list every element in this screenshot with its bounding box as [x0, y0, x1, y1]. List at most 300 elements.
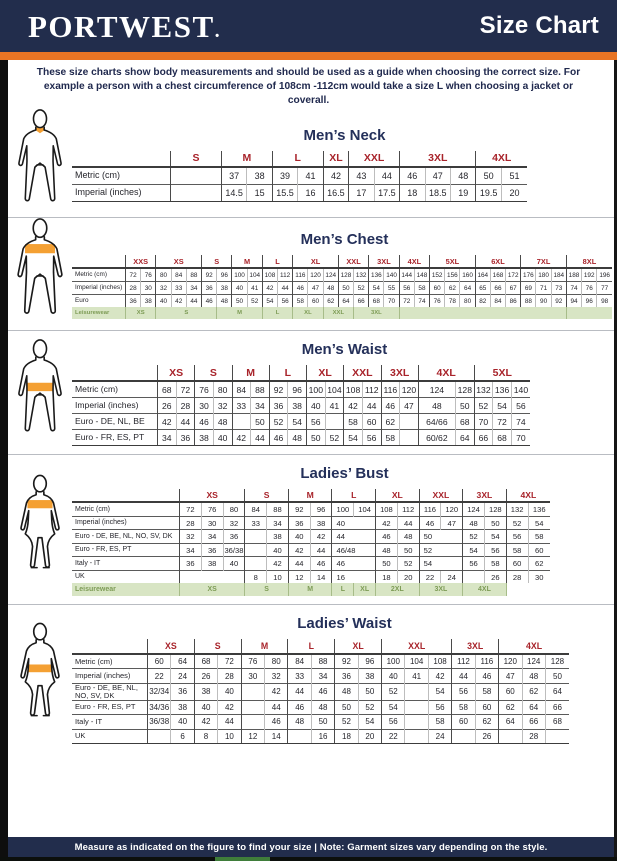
- value-cell: 40: [332, 516, 376, 530]
- value-cell: 46: [419, 516, 441, 530]
- table-row: [72, 700, 569, 715]
- value-cell: 80: [460, 295, 475, 308]
- value-cell: 67: [506, 282, 521, 295]
- value-cell: 56: [382, 715, 405, 730]
- figure-column: [8, 622, 72, 734]
- value-cell: 58: [344, 414, 363, 430]
- value-cell: 60: [475, 700, 498, 715]
- size-header: M: [241, 639, 288, 654]
- size-header-row: [72, 365, 530, 381]
- value-cell: 54: [382, 700, 405, 715]
- value-cell: 52: [269, 414, 288, 430]
- size-header: 7XL: [521, 255, 567, 268]
- value-cell: 124: [323, 268, 338, 282]
- value-cell: 92: [335, 654, 358, 669]
- value-cell: 120: [499, 654, 522, 669]
- value-cell: 38: [247, 167, 272, 185]
- value-cell: 52: [397, 557, 419, 571]
- value-cell: 42: [376, 516, 398, 530]
- value-cell: 44: [278, 282, 293, 295]
- value-cell: 54: [528, 516, 550, 530]
- value-cell: 62: [381, 414, 400, 430]
- value-cell: 56: [307, 414, 326, 430]
- value-cell: 52: [335, 715, 358, 730]
- value-cell: 36: [335, 669, 358, 684]
- value-cell: 24: [441, 570, 463, 583]
- value-cell: 20: [397, 570, 419, 583]
- value-cell: 80: [156, 268, 171, 282]
- value-cell: 66: [354, 295, 369, 308]
- value-cell: 62: [323, 295, 338, 308]
- leisure-cell: 3XL: [354, 307, 400, 319]
- value-cell: 48: [213, 414, 232, 430]
- row-label: Imperial (inches): [72, 398, 158, 414]
- value-cell: 40: [223, 557, 245, 571]
- value-cell: 140: [384, 268, 399, 282]
- value-cell: 44: [397, 516, 419, 530]
- value-cell: 64: [456, 430, 475, 446]
- size-header: S: [195, 365, 232, 381]
- value-cell: 42: [158, 414, 177, 430]
- table-row: [72, 669, 569, 684]
- value-cell: 24: [171, 669, 194, 684]
- value-cell: 132: [506, 502, 528, 516]
- value-cell: 96: [358, 654, 381, 669]
- row-label: Euro - FR, ES, PT: [72, 430, 158, 446]
- value-cell: 52: [325, 430, 344, 446]
- value-cell: 64: [522, 700, 545, 715]
- value-cell: [180, 570, 245, 583]
- value-cell: 100: [307, 381, 326, 398]
- value-cell: 62: [528, 557, 550, 571]
- row-label: Euro - FR, ES, PT: [72, 700, 148, 715]
- size-header: 4XL: [499, 639, 569, 654]
- table-row: [72, 398, 530, 414]
- value-cell: 104: [325, 381, 344, 398]
- value-cell: 65: [475, 282, 490, 295]
- value-cell: 48: [288, 715, 311, 730]
- leisure-cell: M: [288, 583, 332, 596]
- logo-text: PORTWEST: [28, 8, 215, 44]
- value-cell: 58: [414, 282, 429, 295]
- size-header: 3XL: [452, 639, 499, 654]
- value-cell: 32: [156, 282, 171, 295]
- value-cell: 48: [418, 398, 455, 414]
- value-cell: 38: [267, 530, 289, 544]
- leisure-cell: 4XL: [463, 583, 507, 596]
- value-cell: 72: [493, 414, 512, 430]
- value-cell: 36: [202, 282, 217, 295]
- value-cell: 90: [536, 295, 551, 308]
- value-cell: [405, 700, 428, 715]
- value-cell: 112: [397, 502, 419, 516]
- figure-column: [8, 109, 72, 217]
- size-header: XL: [335, 639, 382, 654]
- value-cell: 128: [484, 502, 506, 516]
- value-cell: 43: [349, 167, 374, 185]
- value-cell: 36: [201, 543, 223, 557]
- value-cell: 112: [452, 654, 475, 669]
- value-cell: 40: [213, 430, 232, 446]
- value-cell: 192: [582, 268, 597, 282]
- value-cell: 44: [362, 398, 381, 414]
- table-row: [72, 295, 612, 308]
- size-header: M: [232, 255, 262, 268]
- value-cell: 124: [418, 381, 455, 398]
- logo-dot: .: [214, 19, 222, 42]
- value-cell: 38: [194, 683, 217, 700]
- leisure-cell: XL: [354, 583, 376, 596]
- value-cell: 41: [298, 167, 323, 185]
- value-cell: 84: [490, 295, 505, 308]
- value-cell: 22: [148, 669, 171, 684]
- table-row: [72, 729, 569, 744]
- row-label: UK: [72, 570, 180, 583]
- section-mens-waist: [8, 330, 617, 454]
- value-cell: 44: [288, 557, 310, 571]
- value-cell: 34: [267, 516, 289, 530]
- value-cell: 52: [358, 700, 381, 715]
- portwest-logo: [28, 8, 222, 44]
- value-cell: 56: [463, 557, 485, 571]
- value-cell: 38: [201, 557, 223, 571]
- value-cell: 42: [218, 700, 241, 715]
- value-cell: 44: [310, 543, 332, 557]
- value-cell: 54: [369, 282, 384, 295]
- value-cell: 6: [171, 729, 194, 744]
- value-cell: 72: [176, 381, 195, 398]
- value-cell: 40: [156, 295, 171, 308]
- value-cell: 52: [382, 683, 405, 700]
- value-cell: 64/66: [418, 414, 455, 430]
- size-header: M: [232, 365, 269, 381]
- value-cell: 16.5: [323, 184, 348, 201]
- value-cell: 44: [332, 530, 376, 544]
- table-row: [72, 683, 569, 700]
- value-cell: [405, 715, 428, 730]
- value-cell: 88: [521, 295, 536, 308]
- size-header: XL: [307, 365, 344, 381]
- value-cell: 18: [335, 729, 358, 744]
- size-header: L: [332, 489, 376, 502]
- value-cell: 84: [232, 381, 251, 398]
- value-cell: 40: [171, 715, 194, 730]
- value-cell: [148, 729, 171, 744]
- value-cell: 144: [399, 268, 414, 282]
- value-cell: 60: [148, 654, 171, 669]
- value-cell: 104: [405, 654, 428, 669]
- row-label: Metric (cm): [72, 268, 126, 282]
- value-cell: 52: [247, 295, 262, 308]
- section-mens-chest: [8, 217, 617, 330]
- value-cell: 86: [506, 295, 521, 308]
- value-cell: 94: [566, 295, 581, 308]
- leisure-cell: M: [217, 307, 263, 319]
- value-cell: 40: [267, 543, 289, 557]
- value-cell: 50: [545, 669, 569, 684]
- value-cell: 172: [506, 268, 521, 282]
- female-figure-waist-icon: [9, 622, 71, 734]
- value-cell: 96: [582, 295, 597, 308]
- value-cell: 60: [362, 414, 381, 430]
- section-main: [72, 605, 617, 752]
- value-cell: 116: [381, 381, 400, 398]
- value-cell: 160: [460, 268, 475, 282]
- value-cell: 44: [176, 414, 195, 430]
- value-cell: 52: [506, 516, 528, 530]
- value-cell: 14: [265, 729, 288, 744]
- value-cell: 62: [499, 700, 522, 715]
- value-cell: 92: [288, 502, 310, 516]
- value-cell: 28: [522, 729, 545, 744]
- value-cell: 70: [511, 430, 530, 446]
- table-row: [72, 516, 550, 530]
- value-cell: 76: [241, 654, 264, 669]
- scan-edge-left: [0, 60, 8, 861]
- value-cell: 108: [262, 268, 277, 282]
- value-cell: 62: [475, 715, 498, 730]
- value-cell: 58: [381, 430, 400, 446]
- size-header: L: [288, 639, 335, 654]
- value-cell: 60/62: [418, 430, 455, 446]
- value-cell: 26: [158, 398, 177, 414]
- value-cell: 77: [597, 282, 612, 295]
- value-cell: [171, 167, 222, 185]
- size-header: S: [245, 489, 289, 502]
- value-cell: 17: [349, 184, 374, 201]
- value-cell: 42: [262, 282, 277, 295]
- table-row: [72, 184, 527, 201]
- value-cell: 184: [551, 268, 566, 282]
- table-row: [72, 381, 530, 398]
- value-cell: [545, 729, 569, 744]
- value-cell: 128: [545, 654, 569, 669]
- leisurewear-row: [72, 583, 550, 596]
- value-cell: 50: [419, 530, 463, 544]
- value-cell: 46: [202, 295, 217, 308]
- value-cell: 196: [597, 268, 612, 282]
- value-cell: 41: [325, 398, 344, 414]
- value-cell: 46: [475, 669, 498, 684]
- value-cell: 15: [247, 184, 272, 201]
- value-cell: 54: [463, 543, 485, 557]
- value-cell: 64: [545, 683, 569, 700]
- value-cell: 32: [180, 530, 202, 544]
- value-cell: 70: [474, 414, 493, 430]
- value-cell: [400, 430, 419, 446]
- size-header: XXL: [349, 151, 400, 167]
- value-cell: 69: [521, 282, 536, 295]
- value-cell: 39: [272, 167, 297, 185]
- value-cell: 55: [384, 282, 399, 295]
- value-cell: 70: [384, 295, 399, 308]
- leisure-cell: 3XL: [419, 583, 463, 596]
- size-header: 6XL: [475, 255, 521, 268]
- row-label: Euro: [72, 295, 126, 308]
- size-header: M: [288, 489, 332, 502]
- value-cell: 56: [278, 295, 293, 308]
- value-cell: [499, 729, 522, 744]
- value-cell: 48: [522, 669, 545, 684]
- row-label: Leisurewear: [72, 307, 126, 319]
- value-cell: 22: [419, 570, 441, 583]
- size-header: 4XL: [506, 489, 550, 502]
- value-cell: 18.5: [425, 184, 450, 201]
- value-cell: 74: [511, 414, 530, 430]
- value-cell: 36/38: [148, 715, 171, 730]
- value-cell: 58: [475, 683, 498, 700]
- value-cell: 42: [323, 167, 348, 185]
- value-cell: 54: [288, 414, 307, 430]
- leisure-cell: XL: [293, 307, 323, 319]
- size-header-row: [72, 489, 550, 502]
- size-header: XXL: [382, 639, 452, 654]
- value-cell: 68: [158, 381, 177, 398]
- value-cell: 76: [582, 282, 597, 295]
- value-cell: 28: [180, 516, 202, 530]
- value-cell: 132: [474, 381, 493, 398]
- value-cell: 64: [460, 282, 475, 295]
- value-cell: 76: [201, 502, 223, 516]
- table-row: [72, 530, 550, 544]
- value-cell: 48: [463, 516, 485, 530]
- value-cell: 120: [400, 381, 419, 398]
- value-cell: 92: [551, 295, 566, 308]
- value-cell: 124: [463, 502, 485, 516]
- value-cell: 56: [399, 282, 414, 295]
- value-cell: 52: [463, 530, 485, 544]
- value-cell: [241, 683, 264, 700]
- table-row: [72, 557, 550, 571]
- value-cell: 44: [452, 669, 475, 684]
- row-label: UK: [72, 729, 148, 744]
- value-cell: [245, 557, 267, 571]
- row-label: Metric (cm): [72, 167, 171, 185]
- value-cell: 51: [501, 167, 527, 185]
- size-header: 8XL: [566, 255, 612, 268]
- scan-edge-green-segment: [215, 857, 270, 861]
- value-cell: 18: [376, 570, 398, 583]
- value-cell: 38: [171, 700, 194, 715]
- value-cell: 58: [428, 715, 451, 730]
- table-row: [72, 414, 530, 430]
- section-title: Ladies’ Waist: [297, 614, 392, 632]
- value-cell: 180: [536, 268, 551, 282]
- value-cell: 34: [186, 282, 201, 295]
- value-cell: 48: [217, 295, 232, 308]
- value-cell: 72: [180, 502, 202, 516]
- value-cell: 26: [194, 669, 217, 684]
- value-cell: 48: [397, 530, 419, 544]
- value-cell: 16: [298, 184, 323, 201]
- value-cell: 36: [126, 295, 141, 308]
- size-header: XL: [323, 151, 348, 167]
- value-cell: 104: [354, 502, 376, 516]
- table-row: [72, 268, 612, 282]
- value-cell: 64: [338, 295, 353, 308]
- value-cell: 100: [232, 268, 247, 282]
- value-cell: [405, 729, 428, 744]
- table-row: [72, 282, 612, 295]
- value-cell: 68: [369, 295, 384, 308]
- value-cell: 54: [358, 715, 381, 730]
- value-cell: 92: [269, 381, 288, 398]
- value-cell: 156: [445, 268, 460, 282]
- value-cell: 46: [269, 430, 288, 446]
- value-cell: 116: [419, 502, 441, 516]
- value-cell: 68: [456, 414, 475, 430]
- value-cell: 62: [445, 282, 460, 295]
- size-header: 4XL: [476, 151, 527, 167]
- male-figure-chest-icon: [9, 218, 71, 330]
- value-cell: 48: [376, 543, 398, 557]
- value-cell: 58: [528, 530, 550, 544]
- row-label: Italy - IT: [72, 557, 180, 571]
- value-cell: 26: [475, 729, 498, 744]
- value-cell: 44: [265, 700, 288, 715]
- value-cell: 33: [171, 282, 186, 295]
- value-cell: 15.5: [272, 184, 297, 201]
- value-cell: 58: [506, 543, 528, 557]
- value-cell: 104: [247, 268, 262, 282]
- value-cell: 36: [180, 557, 202, 571]
- value-cell: 18: [400, 184, 425, 201]
- corner-cell: [72, 489, 180, 502]
- value-cell: 46: [332, 557, 376, 571]
- value-cell: 19.5: [476, 184, 501, 201]
- value-cell: 100: [382, 654, 405, 669]
- value-cell: 96: [310, 502, 332, 516]
- section-title: Men’s Waist: [301, 341, 388, 359]
- value-cell: 82: [475, 295, 490, 308]
- value-cell: 42: [288, 543, 310, 557]
- leisure-cell: S: [245, 583, 289, 596]
- value-cell: 60: [528, 543, 550, 557]
- value-cell: 76: [195, 381, 214, 398]
- value-cell: 41: [405, 669, 428, 684]
- size-header: XL: [376, 489, 420, 502]
- scan-edge-bottom: [0, 857, 617, 861]
- value-cell: 84: [245, 502, 267, 516]
- table-row: [72, 502, 550, 516]
- mens-neck-table: [72, 151, 527, 202]
- value-cell: 42: [267, 557, 289, 571]
- size-header: 3XL: [463, 489, 507, 502]
- size-header: 4XL: [418, 365, 474, 381]
- value-cell: 120: [441, 502, 463, 516]
- value-cell: 124: [522, 654, 545, 669]
- value-cell: 80: [265, 654, 288, 669]
- row-label: Metric (cm): [72, 381, 158, 398]
- value-cell: 32/34: [148, 683, 171, 700]
- value-cell: 36: [176, 430, 195, 446]
- value-cell: 50: [456, 398, 475, 414]
- table-row: [72, 570, 550, 583]
- value-cell: 10: [218, 729, 241, 744]
- value-cell: [288, 729, 311, 744]
- row-label: Leisurewear: [72, 583, 180, 596]
- leisure-cell: L: [332, 583, 354, 596]
- value-cell: 52: [419, 543, 463, 557]
- value-cell: 48: [323, 282, 338, 295]
- leisure-cell: [566, 307, 612, 319]
- value-cell: 48: [335, 683, 358, 700]
- value-cell: 16: [332, 570, 376, 583]
- value-cell: 54: [344, 430, 363, 446]
- sections-container: [8, 109, 617, 752]
- value-cell: 44: [186, 295, 201, 308]
- value-cell: 47: [400, 398, 419, 414]
